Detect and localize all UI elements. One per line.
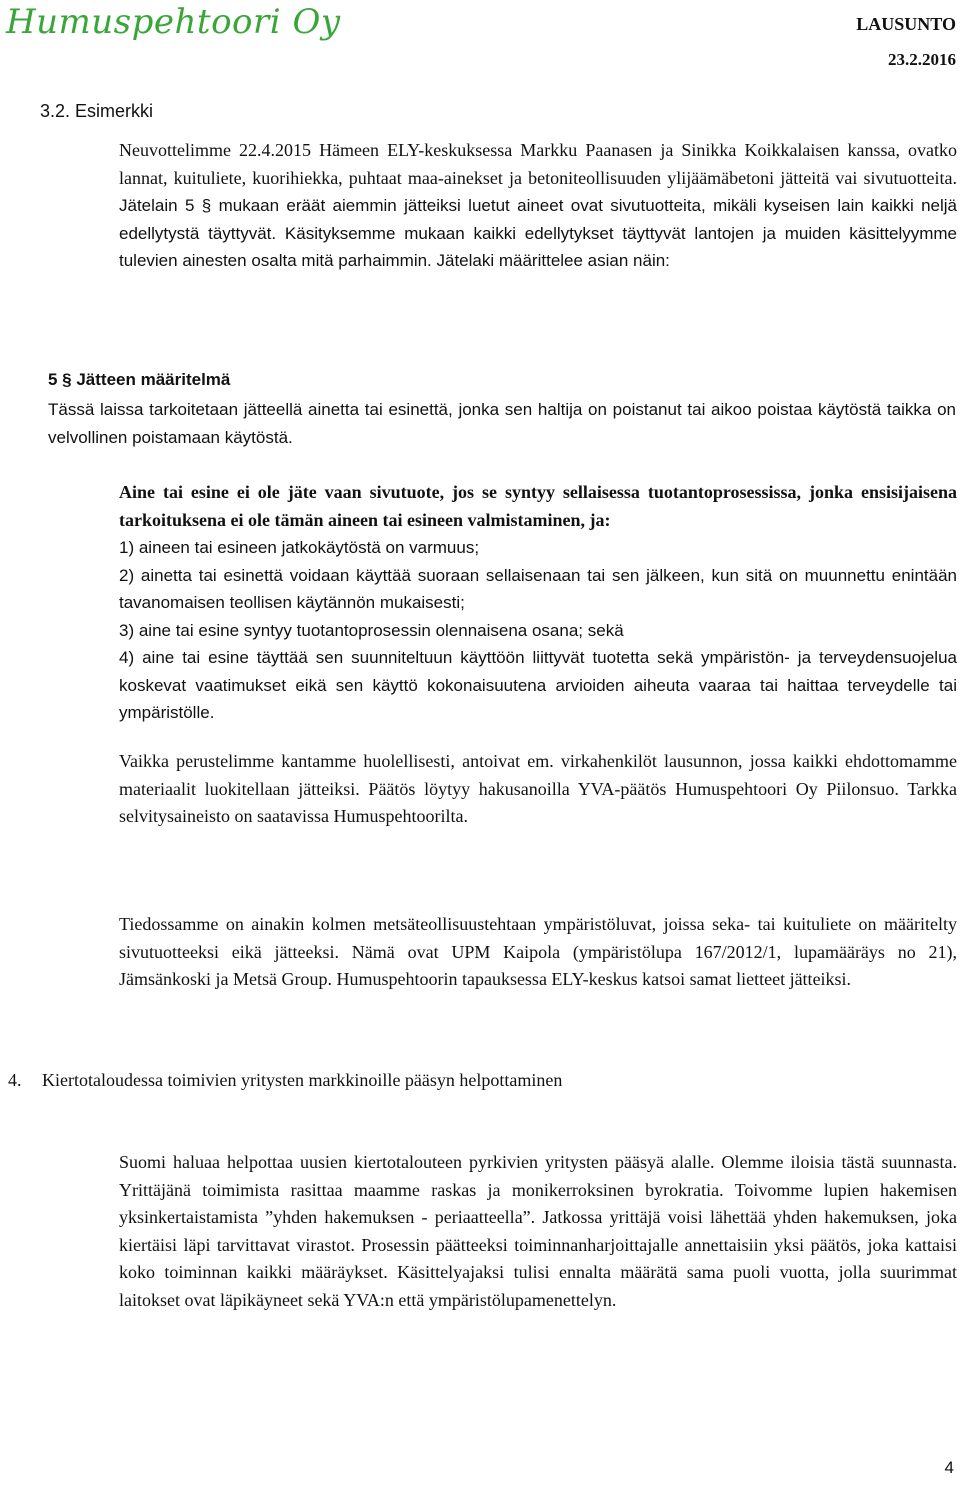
law-item: 3) aine tai esine syntyy tuotantoprosessin olennaisena osana; sekä xyxy=(119,620,624,640)
section-number: 4. xyxy=(8,1070,22,1090)
law-item: 1) aineen tai esineen jatkokäytöstä on varmuus; xyxy=(119,538,480,557)
section-heading-3-2: 3.2. Esimerkki xyxy=(40,101,154,121)
law-byproduct-intro: Aine tai esine ei ole jäte vaan sivutuote, jos se syntyy sellaisessa tuotantoprosessissa, jonka ensisijaisena tarkoituksena ei ole tämän aineen tai esineen valmistaminen, ja: xyxy=(119,482,957,530)
paragraph-negotiation-sans: Jätelain 5 § mukaan eräät aiemmin jätteiksi luetut aineet ovat sivutuotteita, mikäli kyseisen lain kaikki neljä edellytystä täyttyvät. Käsityksemme mukaan kaikki edellytykset täyttyvät lantojen ja muiden käsittelyymme tulevien ainesten osalta mitä parhaimmin. Jätelaki määrittelee asian näin: xyxy=(119,196,957,270)
company-logo-text: Humuspehtoori Oy xyxy=(6,2,341,42)
section-heading-4 xyxy=(8,1070,562,1091)
law-section-heading: 5 § Jätteen määritelmä xyxy=(48,370,231,389)
law-byproduct-block xyxy=(119,479,957,727)
paragraph-decision: Vaikka perustelimme kantamme huolellisesti, antoivat em. virkahenkilöt lausunnon, jossa kaikki ehdottomamme materiaalit luokitellaan jätteiksi. Päätös löytyy hakusanoilla YVA-päätös Humuspehtoori Oy Piilonsuo. Tarkka selvitysaineisto on saatavissa Humuspehtoorilta. xyxy=(119,751,957,826)
law-definition-text: Tässä laissa tarkoitetaan jätteellä ainetta tai esinettä, jonka sen haltija on poistanut tai aikoo poistaa käytöstä taikka on velvollinen poistamaan käytöstä. xyxy=(48,400,956,447)
paragraph-circular-economy: Suomi haluaa helpottaa uusien kiertotalouteen pyrkivien yritysten pääsyä alalle. Olemme iloisia tästä suunnasta. Yrittäjänä toimimista rasittaa maamme raskas ja monikerroksinen byrokratia. Toivomme lupien hakemisen yksinkertaistamista ”yhden hakemuksen - periaatteella”. Jatkossa yrittäjä voisi lähettää yhden hakemuksen, joka kiertäisi läpi tarvittavat virastot. Prosessin päätteeksi toiminnanharjoittajalle annettaisiin yksi päätös, joka kattaisi koko toiminnan kaikki määräykset. Käsittelyajaksi tulisi ennalta määrätä sama puoli vuotta, jolla suurimmat laitokset ovat läpikäyneet sekä YVA:n että ympäristölupamenettelyn. xyxy=(119,1152,957,1310)
page-number: 4 xyxy=(944,1458,954,1477)
law-item: 2) ainetta tai esinettä voidaan käyttää suoraan sellaisenaan tai sen jälkeen, kun sitä on muunnettu enintään tavanomaisen teollisen käytännön mukaisesti; xyxy=(119,565,957,612)
document-type: LAUSUNTO xyxy=(856,14,956,34)
law-item: 4) aine tai esine täyttää sen suunniteltuun käyttöön liittyvät tuotetta sekä ympäristön- ja terveydensuojelua koskevat vaatimukset eikä sen käyttö kokonaisuutena arvioiden aiheuta vaaraa tai haittaa terveydelle tai ympäristölle. xyxy=(119,648,957,722)
document-date: 23.2.2016 xyxy=(888,50,956,69)
paragraph-negotiation-serif: Neuvottelimme 22.4.2015 Hämeen ELY-keskuksessa Markku Paanasen ja Sinikka Koikkalaisen kanssa, ovatko lannat, kuituliete, kuorihiekka, puhtaat maa-ainekset ja betoniteollisuuden ylijäämäbetoni jätteitä vai sivutuotteita. xyxy=(119,140,957,188)
paragraph-permits: Tiedossamme on ainakin kolmen metsäteollisuustehtaan ympäristöluvat, joissa seka- tai kuituliete on määritelty sivutuotteeksi eikä jätteeksi. Nämä ovat UPM Kaipola (ympäristölupa 167/2012/1, lupamääräys no 21), Jämsänkoski ja Metsä Group. Humuspehtoorin tapauksessa ELY-keskus katsoi samat lietteet jätteiksi. xyxy=(119,914,957,989)
paragraph-negotiation xyxy=(119,137,957,275)
section-title: Kiertotaloudessa toimivien yritysten markkinoille pääsyn helpottaminen xyxy=(42,1070,563,1090)
